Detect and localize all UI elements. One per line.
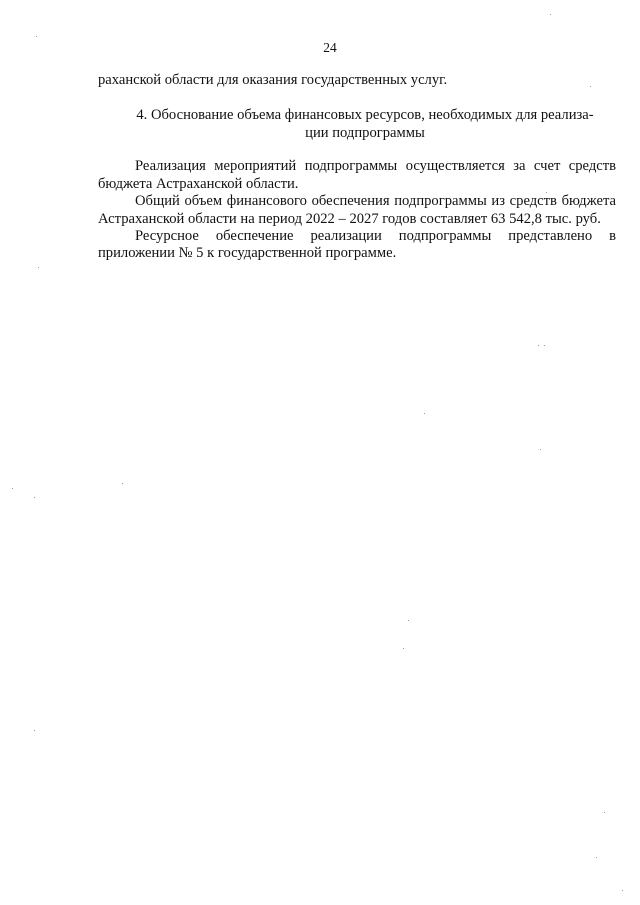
paragraph-total-funding: Общий объем финансового обеспечения подпрограммы из средств бюджета Астраханской области на период 2022 – 2027 годов составляет 63 542,8 тыс. руб. [98, 193, 616, 227]
section-heading [98, 106, 616, 142]
scan-speck [540, 449, 541, 450]
scan-speck [604, 812, 605, 813]
scan-speck [546, 192, 547, 193]
scan-speck [34, 730, 35, 731]
scan-speck [38, 267, 39, 268]
scan-speck [34, 497, 35, 498]
paragraph-funding-source: Реализация мероприятий подпрограммы осуществляется за счет средств бюджета Астраханской области. [98, 158, 616, 192]
scan-speck [590, 86, 591, 87]
section-heading-line-2: ции подпрограммы [305, 125, 425, 142]
carry-over-line: раханской области для оказания государственных услуг. [98, 72, 448, 88]
scan-speck [544, 345, 545, 346]
scan-speck [122, 483, 123, 484]
paragraph-resource-appendix: Ресурсное обеспечение реализации подпрограммы представлено в приложении № 5 к государственной программе. [98, 228, 616, 262]
scan-speck [36, 36, 37, 37]
scan-speck [550, 14, 551, 15]
page-number: 24 [323, 40, 337, 55]
scan-speck [596, 857, 597, 858]
scan-speck [403, 648, 404, 649]
section-heading-line-1: 4. Обоснование объема финансовых ресурсов, необходимых для реализа- [136, 107, 594, 124]
scan-speck [12, 488, 13, 489]
scan-speck [408, 620, 409, 621]
scan-speck [424, 413, 425, 414]
page-content [98, 72, 616, 263]
scan-speck [622, 890, 623, 891]
scan-speck [538, 345, 539, 346]
